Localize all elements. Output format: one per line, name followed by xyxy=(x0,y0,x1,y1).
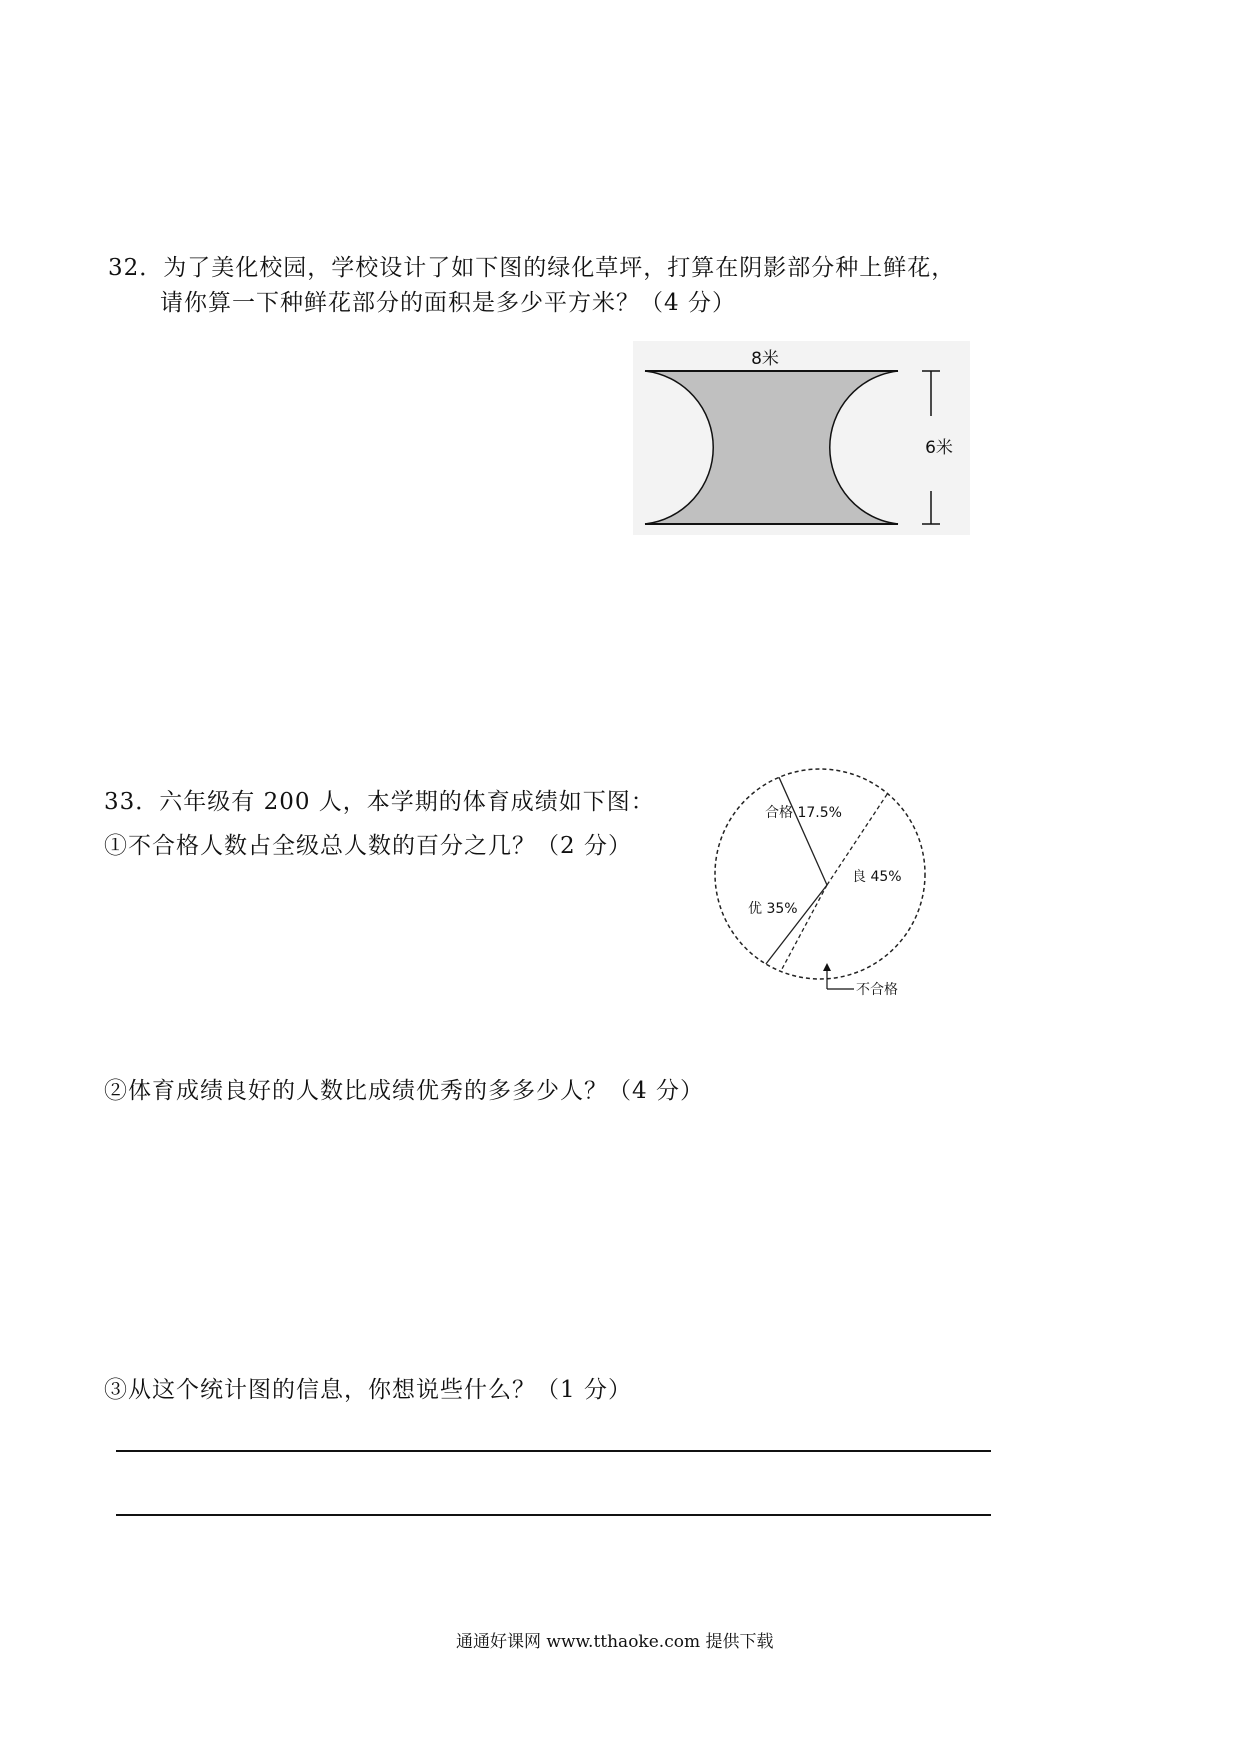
pointer-arrowhead xyxy=(823,963,831,971)
pie-boundary-1 xyxy=(779,777,827,885)
pie-boundary-4 xyxy=(766,885,827,964)
footer-text: 通通好课网 www.tthaoke.com 提供下载 xyxy=(456,1632,774,1652)
slice-label-you: 优 35% xyxy=(748,901,798,917)
pie-chart xyxy=(713,767,933,1007)
q33-sub1: ①不合格人数占全级总人数的百分之几？（2 分） xyxy=(104,833,632,859)
pie-boundary-3 xyxy=(781,885,827,971)
q32-text-line1: 32．为了美化校园，学校设计了如下图的绿化草坪，打算在阴影部分种上鲜花， xyxy=(108,255,956,281)
slice-label-hege: 合格 17.5% xyxy=(765,805,842,821)
q33-sub2: ②体育成绩良好的人数比成绩优秀的多多少人？（4 分） xyxy=(104,1078,704,1104)
q32-text-line2: 请你算一下种鲜花部分的面积是多少平方米？（4 分） xyxy=(160,290,736,316)
width-label: 8米 xyxy=(751,349,779,369)
answer-line-2 xyxy=(116,1514,991,1516)
answer-line-1 xyxy=(116,1450,991,1452)
q33-sub3: ③从这个统计图的信息，你想说些什么？（1 分） xyxy=(104,1377,632,1403)
q33-text-line1: 33．六年级有 200 人，本学期的体育成绩如下图： xyxy=(104,789,655,815)
height-label: 6米 xyxy=(925,438,953,458)
lawn-figure xyxy=(633,341,970,535)
slice-label-buhege: 不合格 xyxy=(856,982,898,998)
slice-label-liang: 良 45% xyxy=(852,869,902,885)
